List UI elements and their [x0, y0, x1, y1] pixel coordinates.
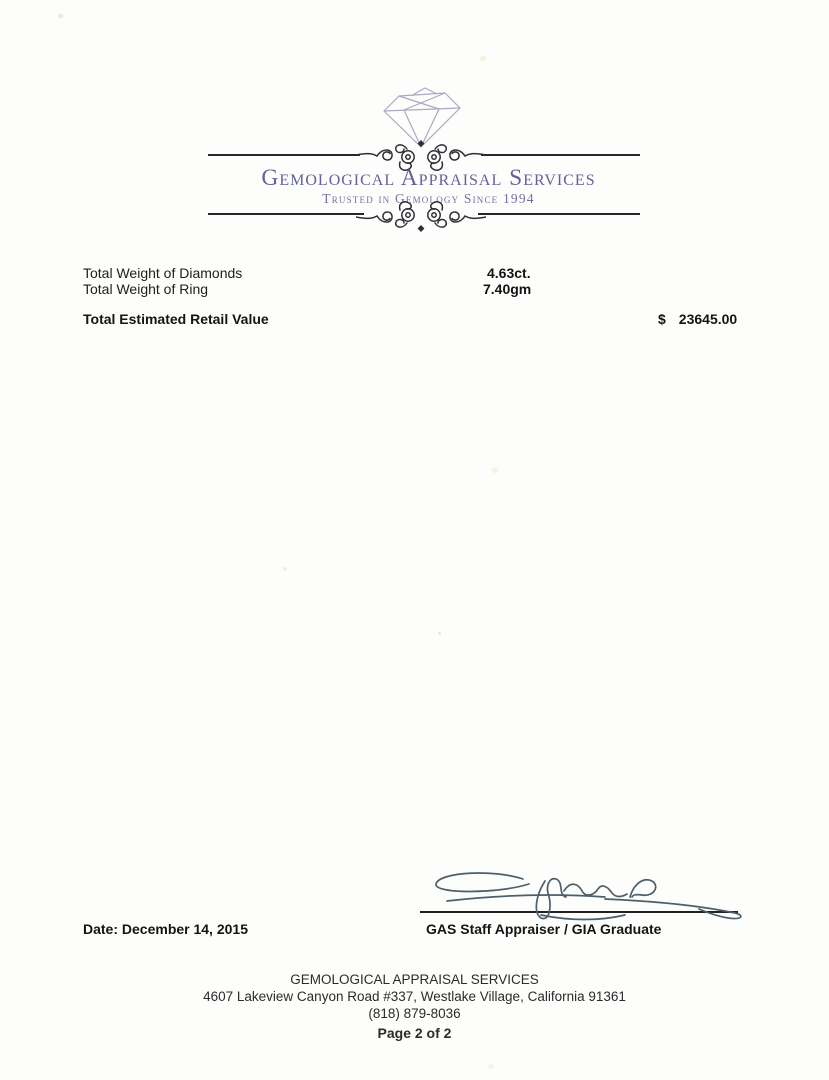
page-indicator: Page 2 of 2: [377, 1025, 452, 1041]
signer-title: GAS Staff Appraiser / GIA Graduate: [426, 921, 662, 937]
header-rule-top-left: [208, 154, 360, 156]
signature-scribble: [405, 843, 750, 925]
header-rule-top-right: [481, 154, 640, 156]
scan-speck: [438, 632, 441, 635]
appraisal-date: Date: December 14, 2015: [83, 921, 248, 937]
scan-speck: [58, 14, 63, 18]
footer-company: GEMOLOGICAL APPRAISAL SERVICES: [290, 972, 539, 987]
header-rule-bottom-right: [478, 213, 640, 215]
brand-tagline: Trusted in Gemology Since 1994: [322, 191, 535, 206]
total-retail-value: [658, 311, 737, 327]
currency-symbol: $: [658, 311, 666, 327]
row-label-weight-diamonds: Total Weight of Diamonds: [83, 265, 243, 281]
brand-name: Gemological Appraisal Services: [261, 165, 596, 191]
scan-speck: [283, 567, 287, 571]
scroll-flourish-icon: [356, 201, 486, 233]
header-rule-bottom-left: [208, 213, 364, 215]
scan-speck: [480, 56, 486, 61]
footer-address: 4607 Lakeview Canyon Road #337, Westlake Village, California 91361: [203, 989, 626, 1004]
total-amount: 23645.00: [678, 311, 738, 327]
footer-phone: (818) 879-8036: [368, 1006, 461, 1021]
scan-speck: [488, 1064, 494, 1069]
total-retail-value-label: Total Estimated Retail Value: [83, 311, 269, 327]
row-value-weight-ring: 7.40gm: [483, 281, 532, 297]
row-label-weight-ring: Total Weight of Ring: [83, 281, 209, 297]
scan-speck: [492, 468, 498, 473]
row-value-weight-diamonds: 4.63ct.: [487, 265, 531, 281]
